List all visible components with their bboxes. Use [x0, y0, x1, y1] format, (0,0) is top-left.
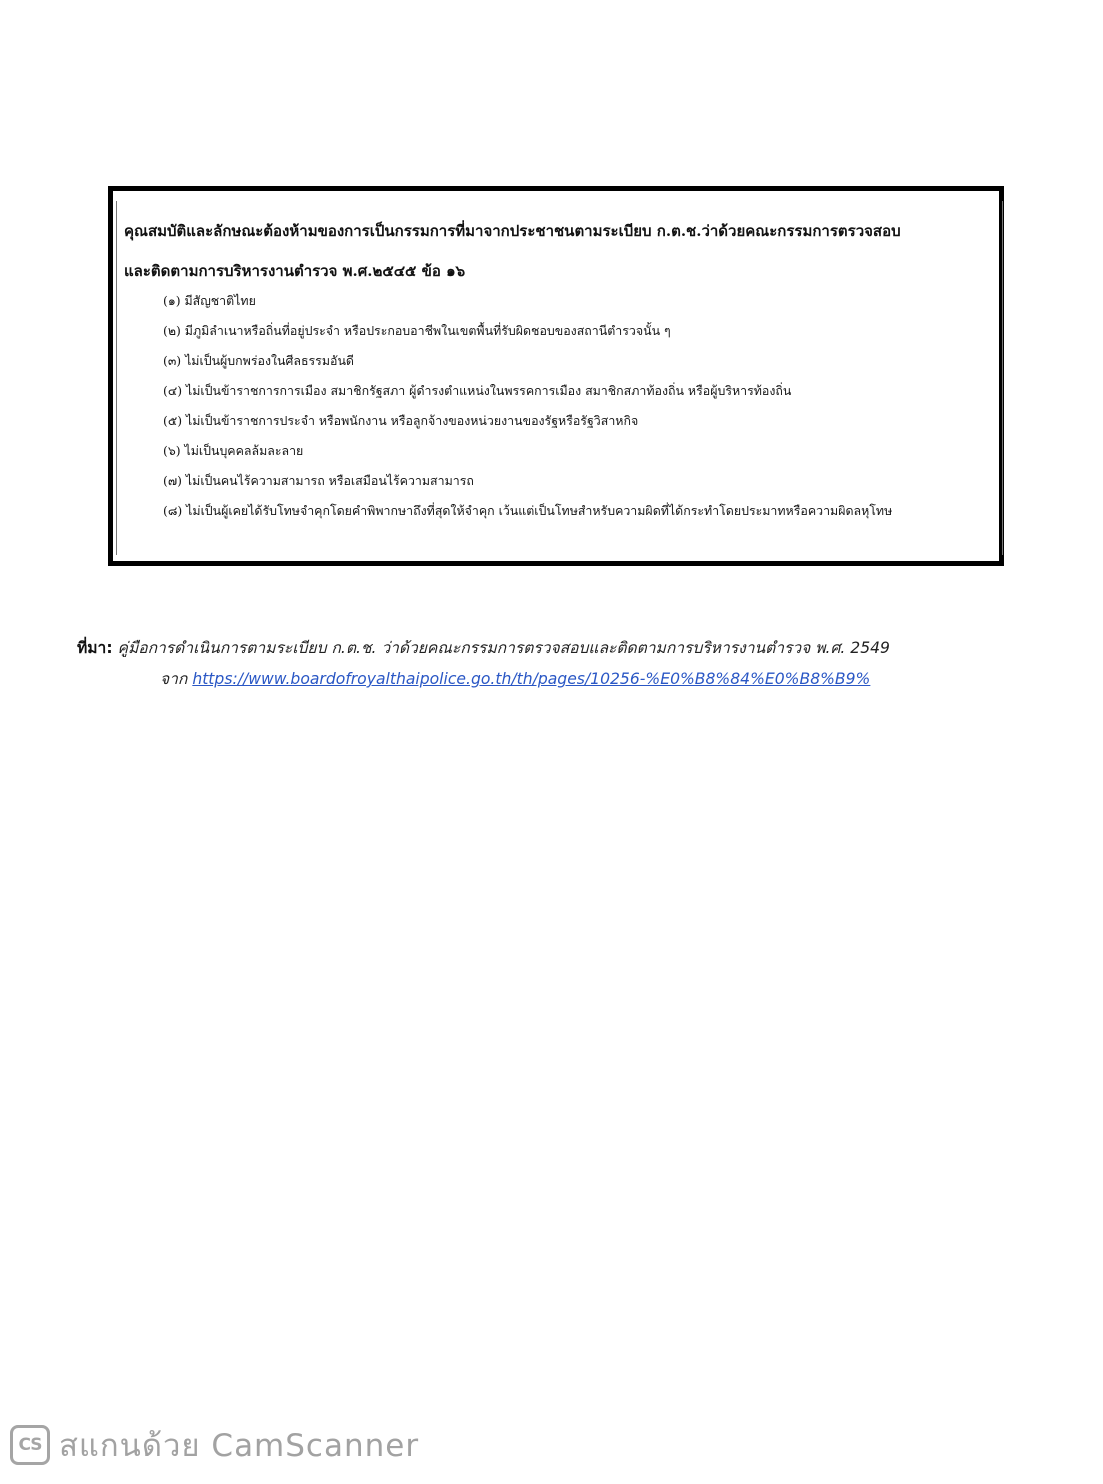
list-item: (๒) มีภูมิลำเนาหรือถิ่นที่อยู่ประจำ หรือประกอบอาชีพในเขตพื้นที่รับผิดชอบของสถานีตำรวจนั้น ๆ — [163, 323, 671, 338]
source-line-2 — [77, 664, 1037, 695]
box-title-line-1: คุณสมบัติและลักษณะต้องห้ามของการเป็นกรรมการที่มาจากประชาชนตามระเบียบ ก.ต.ช.ว่าด้วยคณะกรรมการตรวจสอบ — [124, 222, 901, 240]
qualification-list — [163, 286, 892, 526]
watermark-text: สแกนด้วย CamScanner — [59, 1428, 420, 1464]
source-line-1 — [77, 633, 1037, 664]
list-item: (๖) ไม่เป็นบุคคลล้มละลาย — [163, 443, 304, 458]
box-title-line-2: และติดตามการบริหารงานตำรวจ พ.ศ.๒๕๔๕ ข้อ ๑๖ — [124, 262, 466, 280]
list-item: (๓) ไม่เป็นผู้บกพร่องในศีลธรรมอันดี — [163, 353, 354, 368]
list-item: (๕) ไม่เป็นข้าราชการประจำ หรือพนักงาน หรือลูกจ้างของหน่วยงานของรัฐหรือรัฐวิสาหกิจ — [163, 413, 639, 428]
list-item: (๔) ไม่เป็นข้าราชการการเมือง สมาชิกรัฐสภา ผู้ดำรงตำแหน่งในพรรคการเมือง สมาชิกสภาท้องถิ่น หรือผู้บริหารท้องถิ่น — [163, 383, 792, 398]
source-citation — [77, 633, 1037, 695]
camscanner-logo-icon: CS — [10, 1425, 50, 1465]
source-from: จาก — [160, 670, 188, 688]
source-label: ที่มา: — [77, 639, 113, 657]
camscanner-watermark — [10, 1423, 419, 1467]
list-item: (๑) มีสัญชาติไทย — [163, 293, 256, 308]
source-text: คู่มือการดำเนินการตามระเบียบ ก.ต.ช. ว่าด้วยคณะกรรมการตรวจสอบและติดตามการบริหารงานตำรวจ พ.ศ. 2549 — [117, 639, 890, 657]
box-title — [124, 211, 996, 291]
source-link[interactable]: https://www.boardofroyalthaipolice.go.th/th/pages/10256-%E0%B8%84%E0%B8%B9% — [192, 670, 871, 688]
list-item: (๗) ไม่เป็นคนไร้ความสามารถ หรือเสมือนไร้ความสามารถ — [163, 473, 474, 488]
list-item: (๘) ไม่เป็นผู้เคยได้รับโทษจำคุกโดยคำพิพากษาถึงที่สุดให้จำคุก เว้นแต่เป็นโทษสำหรับความผิดที่ได้กระทำโดยประมาทหรือความผิดลหุโทษ — [163, 503, 893, 518]
qualifications-box — [108, 186, 1004, 566]
